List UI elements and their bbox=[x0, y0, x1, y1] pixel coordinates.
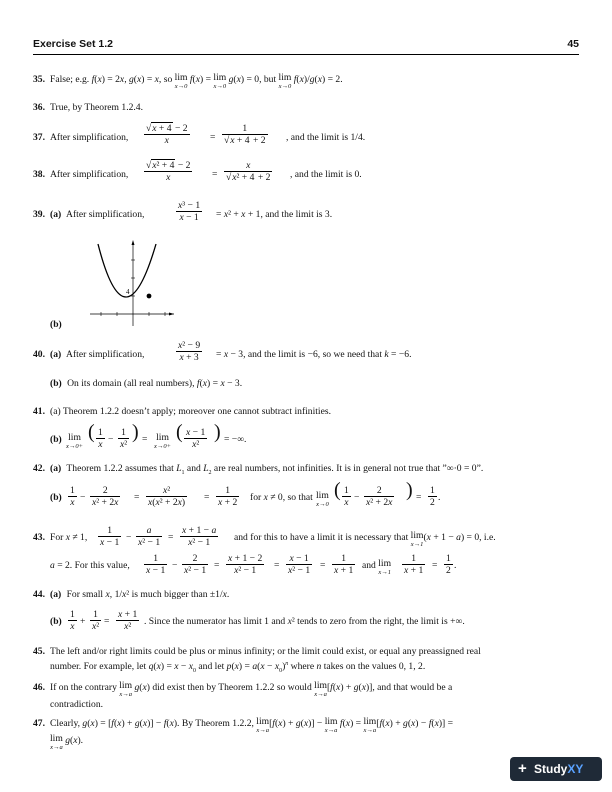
exercise-35 bbox=[33, 72, 570, 90]
exercise-45 bbox=[33, 645, 570, 678]
exercise-number: 47. bbox=[33, 718, 45, 729]
exercise-39-b bbox=[50, 318, 80, 331]
exercise-text: After simplification, bbox=[50, 169, 129, 180]
part-label: (b) bbox=[50, 319, 62, 330]
exercise-number: 38. bbox=[33, 169, 45, 180]
exercise-44 bbox=[33, 588, 570, 601]
exercise-text: (a) For small x, 1/x² is much bigger than ±1/x. bbox=[50, 589, 230, 600]
exercise-41 bbox=[33, 405, 570, 418]
exercise-47 bbox=[33, 716, 570, 751]
exercise-37: 37. After simplification, $\frac{√x + 4 - 2}{x}$ = $\frac{1}{√x + 4 + 2}$ , and the limit is 1/4. bbox=[33, 123, 366, 146]
exercise-number: 46. bbox=[33, 682, 45, 693]
exercise-text: (a) Theorem 1.2.2 assumes that $L_1$ and $L_2$ are real numbers, not infinities. It is in general not true that ”∞·0 = 0”. bbox=[50, 463, 484, 476]
exercise-42 bbox=[33, 462, 570, 480]
exercise-text: (a) After simplification, bbox=[50, 349, 145, 360]
header-rule bbox=[33, 54, 579, 55]
exercise-text-line-1: Clearly, g(x) = [f(x) + g(x)] − f(x). By Theorem 1.2.2, lim x→a [f(x) + g(x)] − lim x→a f(x) = lim x→a [f(x) + g(x) − f(x)] = bbox=[50, 716, 454, 734]
page-header bbox=[33, 38, 579, 52]
exercise-40-b: (b) On its domain (all real numbers), f(x) = x − 3. bbox=[50, 378, 243, 389]
page-number: 45 bbox=[567, 38, 579, 50]
exercise-text-line-2: number. For example, let $q(x) = x - x_0$ and let $p(x) = a(x - x_0)^n$ where n takes on the values 0, 1, 2. bbox=[50, 661, 426, 675]
exercise-39: 39. (a) After simplification, $\frac{\text{x³ − 1}}{x - 1}$ = x² + x + 1, and the limit is 3. bbox=[33, 200, 333, 223]
exercise-text: False; e.g. f(x) = 2x, g(x) = x, so lim x→0 f(x) = lim x→0 g(x) = 0, but lim x→0 f(x)/g(x) = 2. bbox=[50, 72, 343, 90]
exercise-text: (a) After simplification, bbox=[50, 209, 145, 220]
exercise-number: 44. bbox=[33, 589, 45, 600]
exercise-number: 35. bbox=[33, 74, 45, 85]
exercise-text-line-1: If on the contrary lim x→a g(x) did exist then by Theorem 1.2.2 so would lim x→a [f(x) + g(x)], and that would be a bbox=[50, 680, 453, 698]
fraction: $\frac{x}{\text{√x² + 4 + 2}}$ bbox=[226, 160, 271, 183]
exercise-38: 38. After simplification, $\frac{\text{√x² + 4 − 2}}{x}$ = $\frac{x}{\text{√x² + 4 + 2}}$ , and the limit is 0. bbox=[33, 160, 362, 183]
exercise-number: 37. bbox=[33, 132, 45, 143]
exercise-number: 45. bbox=[33, 646, 45, 657]
exercise-number: 43. bbox=[33, 532, 45, 543]
fraction: $\frac{√x + 4 - 2}{x}$ bbox=[146, 123, 188, 146]
exercise-text-line-1: The left and/or right limits could be plus or minus infinity; or the limit could exist, or equal any preassigned real bbox=[50, 646, 481, 657]
fraction: $\frac{\text{x³ − 1}}{x - 1}$ bbox=[178, 200, 201, 223]
exercise-43: 43. For x ≠ 1, $\frac{1}{x - 1}$ − $\frac{a}{\text{x² − 1}}$ = $\frac{x + 1 - a}{\text{x² − 1}}$ and for this to have a limit it is necessary that lim x→1 (x + 1 − a) = 0, i.e. a = 2. For this value, $\frac{1}{x - 1}$ − $\frac{2}{\text{x² − 1}}$ = $\frac{x + 1 - 2}{\text{x² − 1}}$ = $\frac{x - 1}{\text{x² − 1}}$ = $\frac{1}{x + 1}$ and lim x→1 $\frac{1}{x + 1}$ = $\frac{1}{2}$ . bbox=[33, 525, 496, 576]
exercise-41-b: (b) lim x→0+ ( $\frac{1}{x}$ − $\frac{1}{\text{x²}}$ ) = lim x→0+ ( $\frac{x - 1}{\text{x²}}$ ) = −∞. bbox=[50, 421, 247, 450]
exercise-number: 39. bbox=[33, 209, 45, 220]
exercise-36 bbox=[33, 101, 570, 114]
plus-icon: + bbox=[518, 760, 527, 777]
exercise-number: 41. bbox=[33, 406, 45, 417]
exercise-42-b: (b) $\frac{1}{x}$ − $\frac{2}{\text{x² + 2x}}$ = $\frac{\text{x²}}{\text{x(x² + 2x)}}$ = $\frac{1}{x + 2}$ for x ≠ 0, so that lim x→0 ( $\frac{1}{x}$ − $\frac{2}{\text{x² + 2x}}$ ) = $\frac{1}{2}$ . bbox=[50, 479, 441, 508]
exercise-number: 42. bbox=[33, 463, 45, 474]
exercise-40: 40. (a) After simplification, $\frac{\text{x² − 9}}{x + 3}$ = x − 3, and the limit is −6, so we need that k = −6. bbox=[33, 340, 412, 363]
fraction: $\frac{\text{x² − 9}}{x + 3}$ bbox=[178, 340, 201, 363]
logo-text: Study bbox=[534, 762, 568, 776]
exercise-number: 36. bbox=[33, 102, 45, 113]
exercise-text: (a) Theorem 1.2.2 doesn’t apply; moreover one cannot subtract infinities. bbox=[50, 406, 331, 417]
exercise-text-line-2: lim x→a g(x). bbox=[50, 733, 84, 751]
exercise-44-b: (b) $\frac{1}{x}$ + $\frac{1}{\text{x²}}$ = $\frac{x + 1}{\text{x²}}$ . Since the numerator has limit 1 and x² tends to zero from the right, the limit is +∞. bbox=[50, 609, 465, 632]
exercise-text-line-2: contradiction. bbox=[50, 699, 104, 710]
studyxy-logo[interactable] bbox=[510, 757, 602, 781]
graph-tick-label: 4 bbox=[126, 288, 130, 296]
exercise-number: 40. bbox=[33, 349, 45, 360]
exercise-46 bbox=[33, 680, 570, 711]
exercise-text: After simplification, bbox=[50, 132, 129, 143]
section-title: Exercise Set 1.2 bbox=[33, 38, 113, 50]
parabola-graph bbox=[90, 238, 174, 330]
exercise-text: True, by Theorem 1.2.4. bbox=[50, 102, 144, 113]
fraction: $\frac{\text{√x² + 4 − 2}}{x}$ bbox=[146, 160, 191, 183]
logo-accent: XY bbox=[567, 762, 584, 776]
fraction: $\frac{1}{√x + 4 + 2}$ bbox=[224, 123, 266, 146]
